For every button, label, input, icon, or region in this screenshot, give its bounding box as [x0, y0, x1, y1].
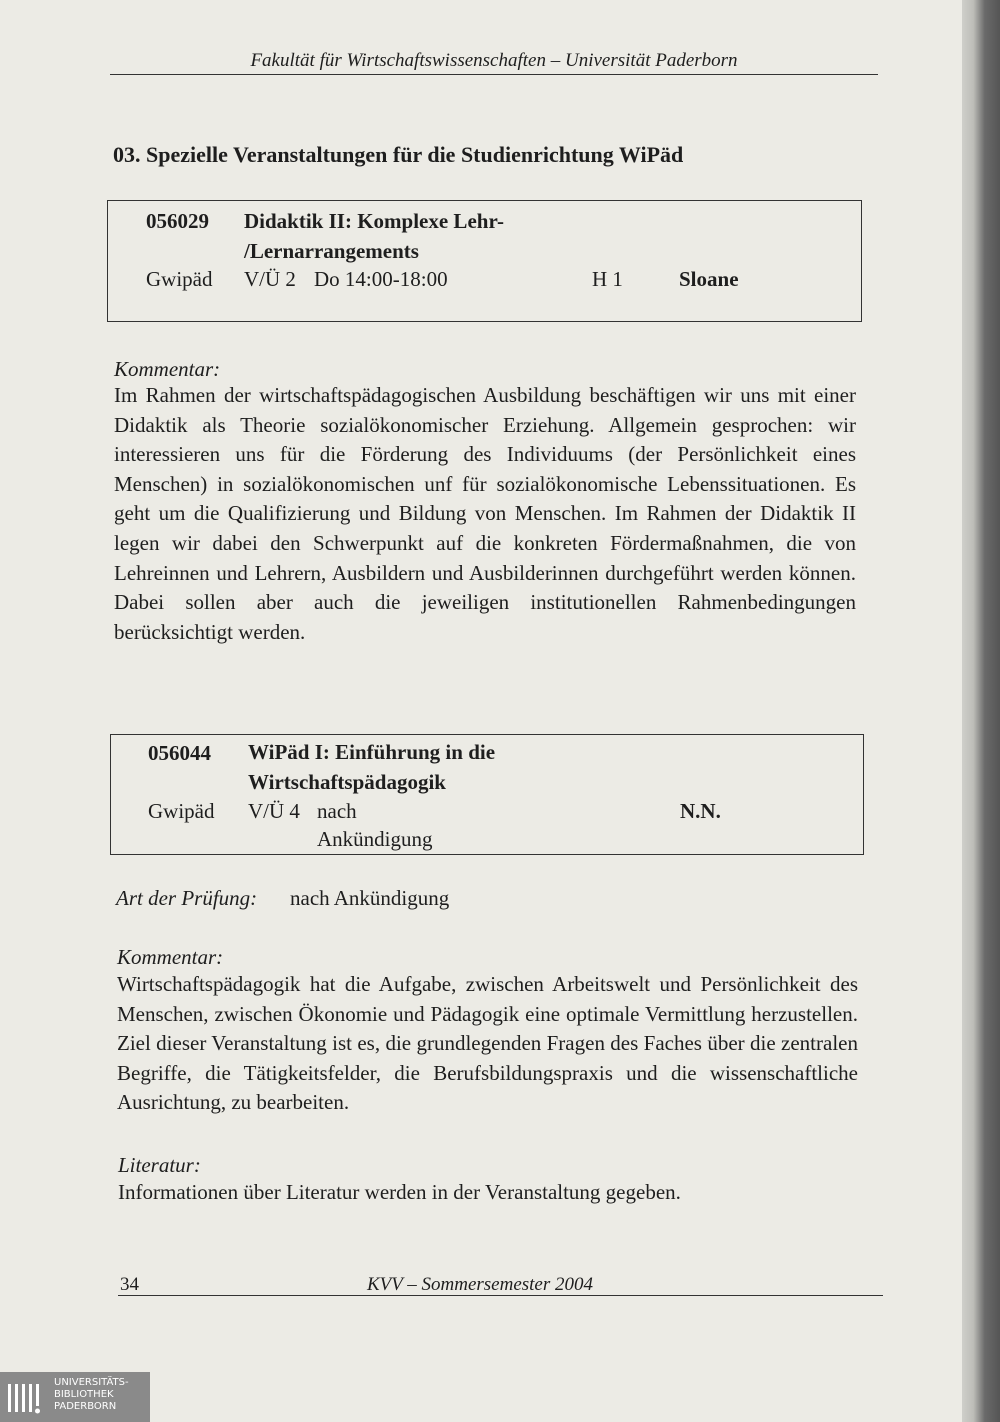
course-box-056029 — [107, 200, 862, 322]
footer-rule — [118, 1295, 883, 1296]
course-time-line2: Ankündigung — [317, 827, 433, 851]
course-program: Gwipäd — [148, 799, 215, 823]
course-code: 056044 — [148, 741, 211, 765]
course-box-056044 — [110, 734, 864, 855]
course-title — [244, 206, 504, 266]
course-room: H 1 — [592, 267, 623, 291]
course-code: 056029 — [146, 209, 209, 233]
logo-line3: PADERBORN — [54, 1401, 117, 1412]
course-title-line2: /Lernarrangements — [244, 239, 419, 263]
comment-label: Kommentar: — [114, 357, 221, 381]
course-title-line2: Wirtschaftspädagogik — [248, 770, 446, 794]
running-header: Fakultät für Wirtschaftswissenschaften – Universität Paderborn — [110, 50, 878, 75]
section-title: 03. Spezielle Veranstaltungen für die Studienrichtung WiPäd — [113, 142, 684, 167]
logo-line1: UNIVERSITÄTS- — [54, 1377, 129, 1388]
library-logo-text — [54, 1377, 129, 1413]
comment-text: Wirtschaftspädagogik hat die Aufgabe, zwischen Arbeitswelt und Persönlichkeit des Menschen, zwischen Ökonomie und Pädagogik eine optimale Vermittlung herzustellen. Ziel dieser Veranstaltung ist es, die grundlegenden Fragen des Faches über die zentralen Begriffe, die Tätigkeitsfelder, die Berufsbildungspraxis und die wissenschaftliche Ausrichtung, zu bearbeiten. — [117, 972, 858, 1115]
course-lecturer: N.N. — [680, 799, 721, 823]
course-title — [248, 737, 495, 797]
exam-label: Art der Prüfung: — [116, 886, 258, 910]
course-type: V/Ü 2 — [244, 267, 296, 291]
comment-label: Kommentar: — [117, 945, 224, 969]
course-time-line1: nach — [317, 799, 357, 823]
literature-text: Informationen über Literatur werden in der Veranstaltung gegeben. — [118, 1180, 681, 1204]
course-title-line1: WiPäd I: Einführung in die — [248, 740, 496, 764]
library-logo — [0, 1372, 150, 1422]
exam-value: nach Ankündigung — [290, 886, 450, 910]
literature-label: Literatur: — [118, 1153, 201, 1177]
course-program: Gwipäd — [146, 267, 213, 291]
page-number: 34 — [120, 1274, 139, 1295]
course-type: V/Ü 4 — [248, 799, 300, 823]
footer-title: KVV – Sommersemester 2004 — [366, 1274, 594, 1295]
course-time: Do 14:00-18:00 — [314, 267, 448, 291]
book-page-edge — [962, 0, 1000, 1422]
comment-text: Im Rahmen der wirtschaftspädagogischen Ausbildung beschäftigen wir uns mit einer Didaktik als Theorie sozialökonomischer Erziehung. Allgemein gesprochen: wir interessieren uns für die Förderung des Individuums (der Persönlichkeit eines Menschen) in sozialökonomischen unf für sozialökonomische Lebenssituationen. Es geht um die Qualifizierung und Bildung von Menschen. Im Rahmen der Didaktik II legen wir dabei den Schwerpunkt auf die konkreten Fördermaßnahmen, die von Lehreinnen und Lehrern, Ausbildern und Ausbilderinnen durchgeführt werden können. Dabei sollen aber auch die jeweiligen institutionellen Rahmenbedingungen berücksichtigt werden. — [114, 383, 856, 644]
library-logo-icon — [6, 1378, 44, 1416]
course-lecturer: Sloane — [679, 267, 739, 291]
logo-line2: BIBLIOTHEK — [54, 1389, 114, 1400]
course-title-line1: Didaktik II: Komplexe Lehr- — [244, 209, 504, 233]
